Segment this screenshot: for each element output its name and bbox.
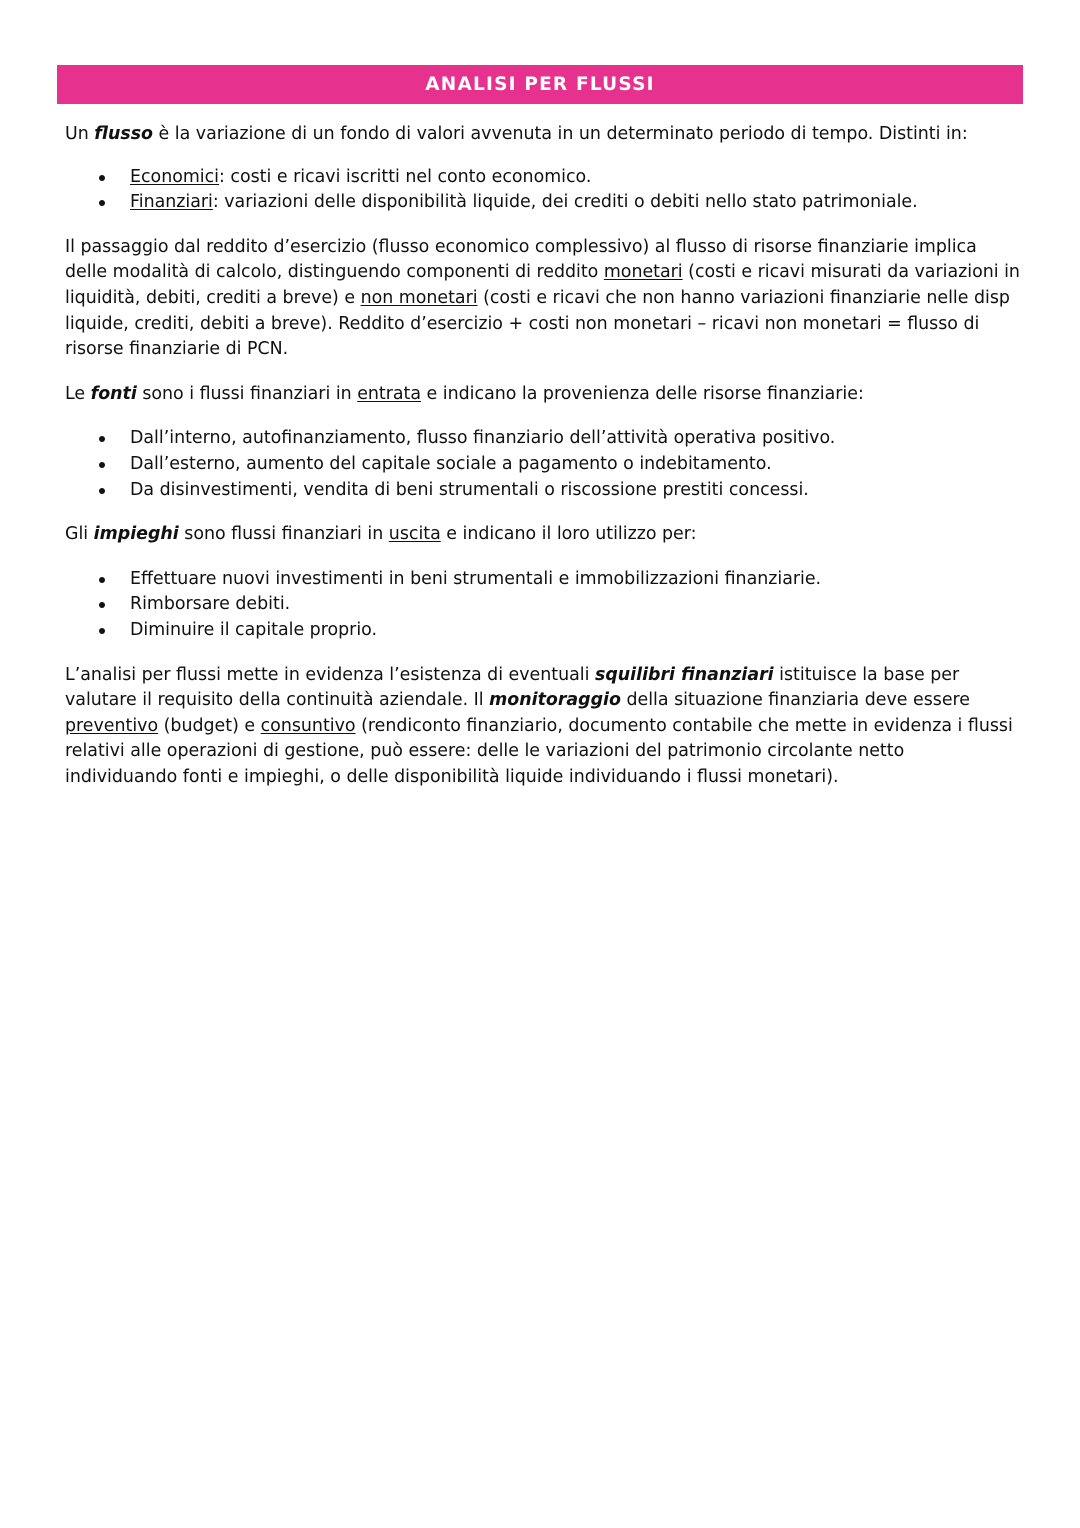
term-impieghi: impieghi: [93, 524, 179, 545]
text-run: istituisce la base per valutare il requisito della continuità aziendale. Il: [65, 664, 960, 711]
term-finanziari: Finanziari: [130, 192, 213, 213]
term-entrata: entrata: [357, 383, 422, 404]
text-run: (rendiconto finanziario, documento contabile che mette in evidenza i flussi relativi alle operazioni di gestione, può essere: delle le variazioni del patrimonio circolante netto individuando fonti e impieghi, o delle disponibilità liquide individuando i flussi monetari).: [65, 715, 1013, 787]
term-flusso: flusso: [94, 124, 154, 144]
term-preventivo: preventivo: [65, 715, 159, 736]
text-run: (costi e ricavi che non hanno variazioni finanziarie nelle disp liquide, crediti, debiti a breve). Reddito d’esercizio + costi non monetari – ricavi non monetari = flusso di risorse finanziarie di PCN.: [65, 287, 1010, 360]
text-run: è la variazione di un fondo di valori avvenuta in un determinato periodo di tempo. Distinti in:: [153, 124, 968, 144]
text-run: L’analisi per flussi mette in evidenza l’esistenza di eventuali: [65, 664, 595, 685]
text-run: della situazione finanziaria deve essere: [620, 690, 970, 711]
sources-paragraph: [65, 382, 1020, 408]
uses-list: [65, 567, 1020, 644]
passage-paragraph: [65, 235, 1020, 363]
sources-list: [65, 426, 1020, 503]
term-uscita: uscita: [388, 524, 441, 545]
text-run: Un: [65, 124, 95, 144]
term-consuntivo: consuntivo: [260, 715, 356, 736]
text-run: : variazioni delle disponibilità liquide, dei crediti o debiti nello stato patrimoniale.: [212, 192, 918, 213]
flow-types-list: [65, 165, 1020, 216]
intro-paragraph: [65, 122, 1020, 148]
text-run: e indicano il loro utilizzo per:: [440, 524, 697, 545]
list-item: Diminuire il capitale proprio.: [65, 618, 1020, 644]
list-item: Da disinvestimenti, vendita di beni strumentali o riscossione prestiti concessi.: [65, 478, 1020, 504]
text-run: Il passaggio dal reddito d’esercizio (flusso economico complessivo) al flusso di risorse finanziarie implica delle modalità di calcolo, distinguendo componenti di reddito: [65, 236, 977, 283]
text-run: sono flussi finanziari in: [178, 524, 389, 545]
text-run: (costi e ricavi misurati da variazioni in liquidità, debiti, crediti a breve) e: [65, 262, 1020, 308]
text-run: Le: [65, 383, 91, 404]
text-run: : costi e ricavi iscritti nel conto economico.: [219, 166, 592, 187]
text-run: (budget) e: [158, 715, 261, 736]
list-item: Rimborsare debiti.: [65, 592, 1020, 618]
term-monitoraggio: monitoraggio: [489, 690, 621, 711]
list-item: Dall’interno, autofinanziamento, flusso finanziario dell’attività operativa positivo.: [65, 426, 1020, 452]
text-run: Gli: [65, 524, 94, 545]
list-item: Dall’esterno, aumento del capitale sociale a pagamento o indebitamento.: [65, 452, 1020, 478]
conclusion-paragraph: [65, 663, 1020, 791]
list-item: [65, 165, 1020, 191]
document-body: [65, 122, 1020, 790]
term-monetari: monetari: [603, 262, 683, 283]
section-title-banner: ANALISI PER FLUSSI: [57, 65, 1023, 104]
list-item: Effettuare nuovi investimenti in beni strumentali e immobilizzazioni finanziarie.: [65, 567, 1020, 593]
list-item: [65, 190, 1020, 216]
term-squilibri-finanziari: squilibri finanziari: [594, 664, 774, 685]
term-fonti: fonti: [90, 383, 137, 404]
text-run: e indicano la provenienza delle risorse finanziarie:: [421, 383, 864, 404]
text-run: sono i flussi finanziari in: [136, 383, 358, 404]
term-non-monetari: non monetari: [360, 287, 478, 308]
term-economici: Economici: [130, 166, 220, 187]
uses-paragraph: [65, 522, 1020, 548]
